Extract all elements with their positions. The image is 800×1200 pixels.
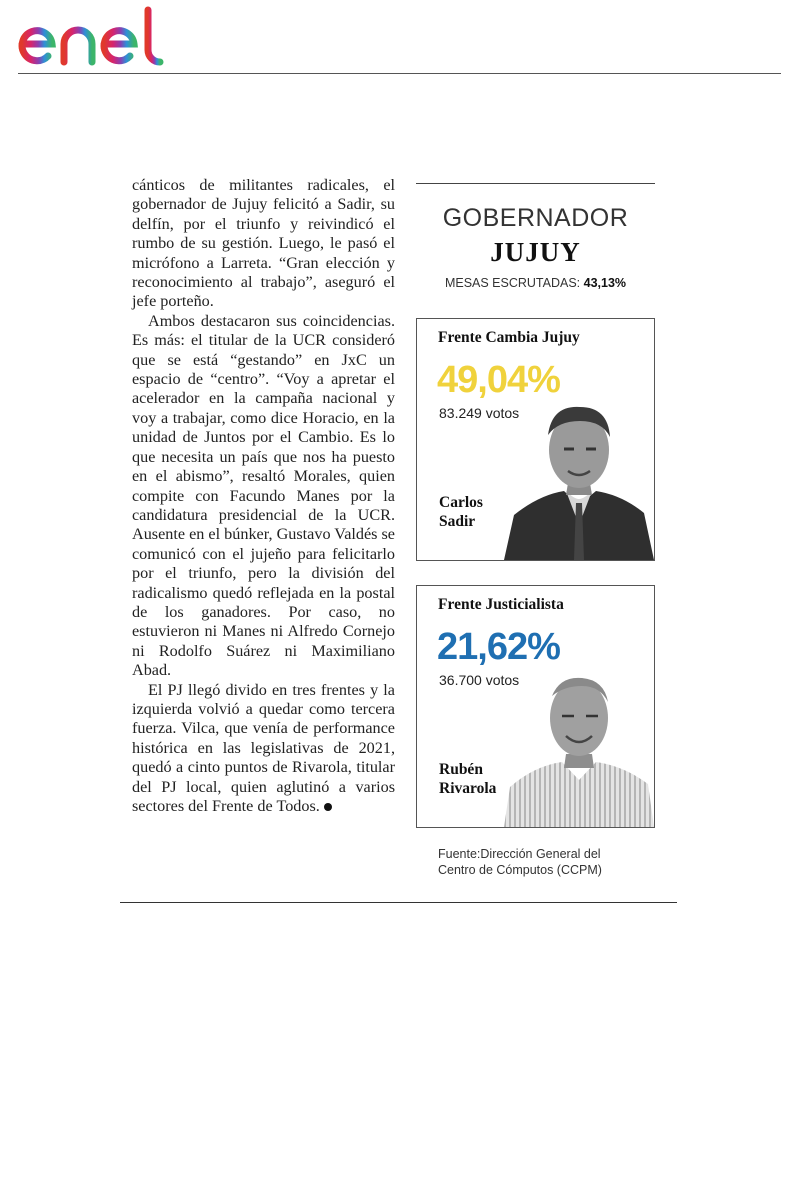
source-line: Fuente:Dirección General del <box>438 847 601 861</box>
bottom-divider <box>120 902 677 903</box>
candidate-first-name: Rubén <box>439 761 483 778</box>
header-divider <box>18 73 781 74</box>
article-paragraph: Ambos destacaron sus coincidencias. Es más: el titular de la UCR consideró que se está “gestando” en JxC un espacio de “centro”. “Voy a apretar el acelerador en la campaña nacional y voy a trabajar, como dice Horacio, en la unidad de Juntos por el Cambio. Es lo que necesita un país que nos ha puesto en el abismo”, resaltó Morales, quien compite con Facundo Manes por la candidatura presidencial de la UCR. Ausente en el búnker, Gustavo Valdés se comunicó con el jujeño para felicitarlo por el triunfo, pero la división del radicalismo quedó reflejada en la postal de los ganadores. Por caso, no estuvieron ni Manes ni Alfredo Cornejo ni Rodolfo Suárez ni Maximiliano Abad. <box>132 311 395 680</box>
candidate-name <box>439 493 483 531</box>
source-note <box>438 846 602 878</box>
results-title: GOBERNADOR <box>442 204 629 232</box>
candidate-photo <box>504 395 654 560</box>
results-top-divider <box>416 183 655 184</box>
source-line: Centro de Cómputos (CCPM) <box>438 863 602 877</box>
party-name: Frente Cambia Jujuy <box>438 329 580 346</box>
vote-count: 36.700 votos <box>439 672 520 688</box>
results-header <box>416 183 655 290</box>
candidate-photo <box>504 662 654 827</box>
party-name: Frente Justicialista <box>438 596 564 613</box>
candidate-first-name: Carlos <box>439 494 483 511</box>
candidate-card <box>416 318 655 561</box>
vote-percent: 49,04% <box>437 359 560 401</box>
vote-count: 83.249 votos <box>439 405 520 421</box>
mesas-escrutadas <box>416 276 655 290</box>
article-paragraph: cánticos de militantes radicales, el gobernador de Jujuy felicitó a Sadir, su delfín, por el triunfo y reivindicó el rumbo de su gestión. Luego, le pasó el micrófono a Larreta. “Gran elección y reconocimiento al trabajo”, aseguró el jefe porteño. <box>132 176 395 311</box>
results-province: JUJUY <box>490 237 581 267</box>
candidate-last-name: Sadir <box>439 513 476 530</box>
enel-logo <box>18 6 188 68</box>
article-body <box>132 176 395 816</box>
article-paragraph-text: El PJ llegó divido en tres frentes y la izquierda volvió a quedar como tercera fuerza. Vilca, que venía de performance histórica en las legislativas de 2021, quedó a cinto puntos de Rivarola, titular del PJ local, quien aglutinó a varios sectores del Frente de Todos. <box>132 680 395 815</box>
candidate-name <box>439 760 496 798</box>
candidate-card <box>416 585 655 828</box>
mesas-label: MESAS ESCRUTADAS: <box>444 276 581 290</box>
vote-percent: 21,62% <box>437 626 560 668</box>
article-paragraph <box>132 681 395 817</box>
end-mark-icon <box>324 803 332 811</box>
mesas-value: 43,13% <box>583 276 627 290</box>
candidate-last-name: Rivarola <box>439 780 497 797</box>
